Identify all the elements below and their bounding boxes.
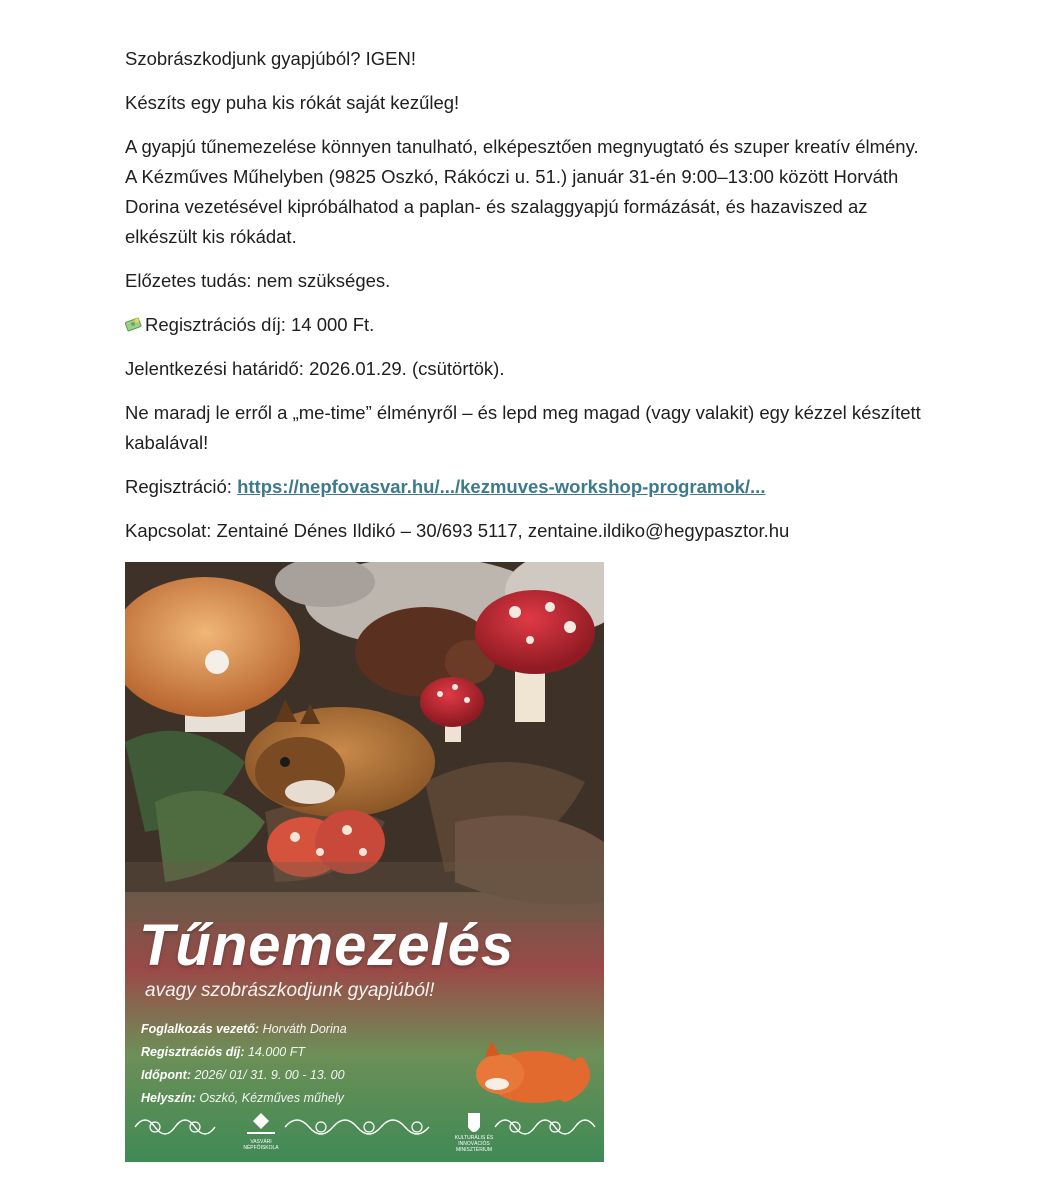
money-icon (125, 312, 143, 330)
logo-right-text: KULTURÁLIS ÉS INNOVÁCIÓS MINISZTÉRIUM (454, 1135, 494, 1153)
post-paragraph-7: Ne maradj le erről a „me-time” élményről – és lepd meg magad (vagy valakit) egy kézzel készített kabalával! (125, 402, 921, 453)
post-text (125, 44, 925, 560)
post-paragraph-3: A gyapjú tűnemezelése könnyen tanulható, elképesztően megnyugtató és szuper kreatív élmény. A Kézműves Műhelyben (9825 Oszkó, Rákóczi u. 51.) január 31-én 9:00–13:00 között Horváth Dorina vezetésével kipróbálhatod a paplan- és szalaggyapjú formázását, és hazaviszed az elkészült kis rókádat. (125, 136, 919, 247)
post-paragraph-9: Kapcsolat: Zentainé Dénes Ildikó – 30/693 5117, zentaine.ildiko@hegypasztor.hu (125, 520, 790, 541)
poster-row-value: Horváth Dorina (262, 1022, 347, 1036)
poster-row-value: 14.000 FT (247, 1045, 305, 1059)
poster-details (141, 1018, 347, 1110)
event-poster (125, 562, 604, 1162)
crest-logo-icon (468, 1113, 480, 1132)
poster-row-label: Helyszín: (141, 1091, 196, 1105)
post-paragraph-2: Készíts egy puha kis rókát saját kezűleg! (125, 92, 460, 113)
post-paragraph-8 (125, 472, 925, 502)
registration-link[interactable]: https://nepfovasvar.hu/.../kezmuves-workshop-programok/... (237, 476, 766, 497)
fee-text: Regisztrációs díj: 14 000 Ft. (145, 314, 375, 335)
poster-row-fee (141, 1041, 347, 1064)
poster-row-value: 2026/ 01/ 31. 9. 00 - 13. 00 (194, 1068, 345, 1082)
ornament-border (125, 1107, 604, 1147)
post-paragraph-6: Jelentkezési határidő: 2026.01.29. (csütörtök). (125, 358, 505, 379)
leaf-logo-icon (247, 1113, 275, 1133)
post-paragraph-4: Előzetes tudás: nem szükséges. (125, 270, 391, 291)
poster-row-value: Oszkó, Kézműves műhely (199, 1091, 344, 1105)
poster-row-label: Foglalkozás vezető: (141, 1022, 260, 1036)
post-paragraph-5 (125, 310, 925, 340)
registration-label: Regisztráció: (125, 476, 238, 497)
poster-footer-ornament (125, 1107, 604, 1153)
post-paragraph-1: Szobrászkodjunk gyapjúból? IGEN! (125, 48, 417, 69)
poster-row-label: Regisztrációs díj: (141, 1045, 245, 1059)
poster-row-time (141, 1064, 347, 1087)
logo-left-text: VASVÁRI NÉPFŐISKOLA (243, 1139, 279, 1151)
poster-row-label: Időpont: (141, 1068, 191, 1082)
poster-subtitle: avagy szobrászkodjunk gyapjúból! (145, 980, 435, 1001)
poster-title: Tűnemezelés (139, 913, 515, 978)
poster-row-leader (141, 1018, 347, 1041)
